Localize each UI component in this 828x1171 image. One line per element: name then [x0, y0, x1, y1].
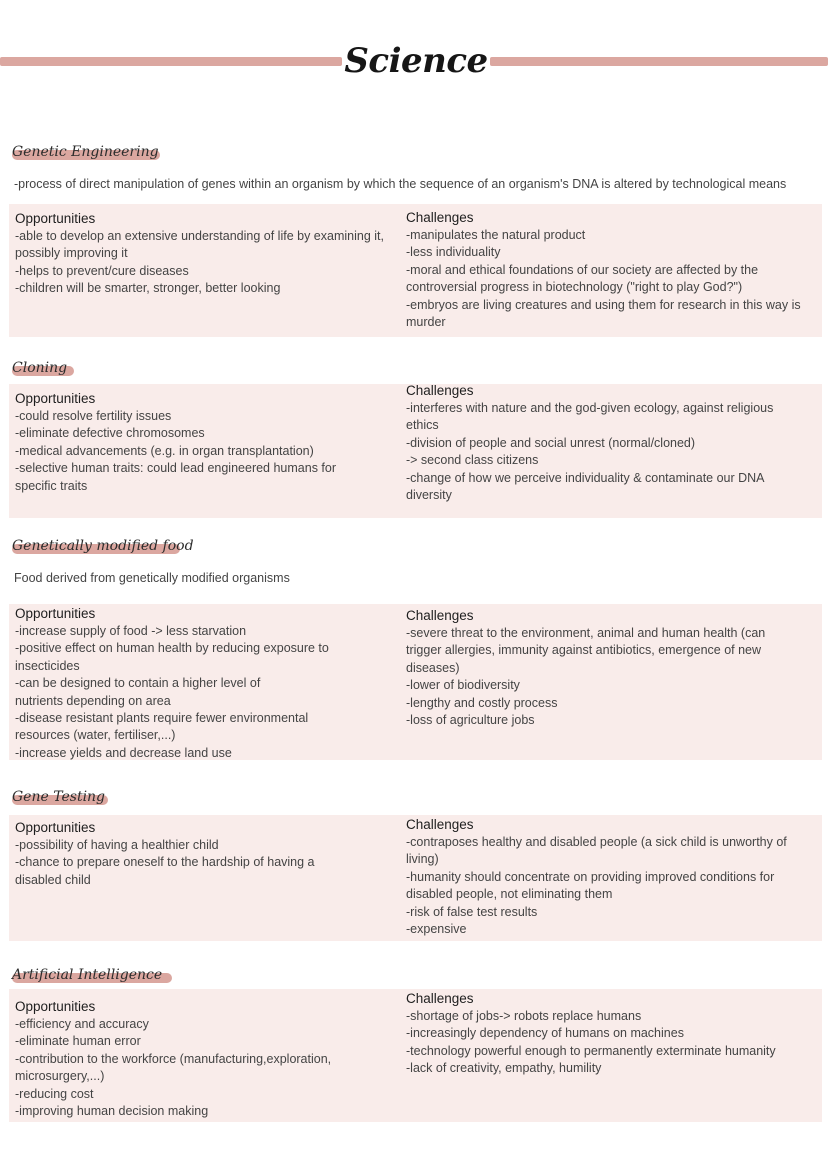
- section-title-text: Genetic Engineering: [12, 144, 159, 160]
- challenges-column: [406, 381, 811, 504]
- list-item: -technology powerful enough to permanently exterminate humanity: [406, 1043, 776, 1058]
- list-item: -can be designed to contain a higher level of: [15, 676, 261, 691]
- opportunities-column: [15, 997, 399, 1120]
- list-item: -embryos are living creatures and using them for research in this way is: [406, 297, 801, 312]
- section-box-artificial-intelligence: [9, 989, 822, 1122]
- section-title-gm-food: [8, 536, 194, 558]
- list-item: -increase supply of food -> less starvation: [15, 624, 247, 638]
- list-item: -lack of creativity, empathy, humility: [406, 1061, 602, 1076]
- list-item: -humanity should concentrate on providing improved conditions for: [406, 869, 775, 884]
- list-item: -shortage of jobs-> robots replace humans: [406, 1009, 642, 1023]
- section-title-text: Cloning: [12, 360, 68, 376]
- list-item: disabled child: [15, 872, 91, 887]
- list-item: controversial progress in biotechnology ("right to play God?"): [406, 280, 743, 295]
- section-title-gene-testing: [8, 787, 105, 809]
- list-item: -change of how we perceive individuality & contaminate our DNA: [406, 470, 765, 485]
- list-item: insecticides: [15, 658, 80, 673]
- opportunities-column: [15, 389, 399, 495]
- list-item: -chance to prepare oneself to the hardship of having a: [15, 855, 315, 870]
- section-title-text: Genetically modified food: [12, 538, 194, 554]
- list-item: -able to develop an extensive understanding of life by examining it,: [15, 229, 384, 243]
- list-item: -selective human traits: could lead engineered humans for: [15, 461, 337, 476]
- section-description: Food derived from genetically modified organisms: [14, 571, 290, 585]
- list-item: -reducing cost: [15, 1086, 94, 1101]
- section-title-text: Gene Testing: [12, 789, 106, 805]
- section-box-genetic-engineering: [9, 204, 822, 337]
- list-item: resources (water, fertiliser,...): [15, 728, 176, 743]
- challenges-heading: Challenges: [406, 817, 474, 832]
- list-item: disabled people, not eliminating them: [406, 887, 613, 902]
- section-box-gene-testing: [9, 815, 822, 941]
- list-item: murder: [406, 315, 446, 330]
- opportunities-heading: Opportunities: [15, 391, 96, 406]
- list-item: trigger allergies, immunity against antibiotics, emergence of new: [406, 643, 762, 658]
- list-item: -medical advancements (e.g. in organ transplantation): [15, 443, 314, 458]
- list-item: -loss of agriculture jobs: [406, 713, 535, 728]
- list-item: -improving human decision making: [15, 1104, 209, 1119]
- header-rule-right: [490, 57, 828, 66]
- section-description: -process of direct manipulation of genes within an organism by which the sequence of an organism's DNA is altered by technological means: [14, 177, 787, 191]
- list-item: -moral and ethical foundations of our society are affected by the: [406, 262, 759, 277]
- list-item: -lower of biodiversity: [406, 678, 520, 693]
- list-item: -disease resistant plants require fewer environmental: [15, 711, 309, 726]
- list-item: living): [406, 852, 439, 867]
- challenges-column: [406, 989, 811, 1078]
- opportunities-column: [15, 818, 399, 889]
- list-item: possibly improving it: [15, 246, 128, 261]
- list-item: -severe threat to the environment, animal and human health (can: [406, 626, 766, 640]
- section-box-cloning: [9, 384, 822, 518]
- opportunities-heading: Opportunities: [15, 606, 96, 621]
- list-item: -helps to prevent/cure diseases: [15, 263, 189, 278]
- challenges-column: [406, 815, 811, 938]
- list-item: diversity: [406, 488, 452, 503]
- challenges-column: [406, 208, 811, 331]
- challenges-heading: Challenges: [406, 383, 474, 398]
- opportunities-column: [15, 604, 399, 762]
- list-item: -manipulates the natural product: [406, 228, 586, 242]
- list-item: -expensive: [406, 922, 467, 937]
- list-item: -could resolve fertility issues: [15, 409, 172, 423]
- challenges-heading: Challenges: [406, 608, 474, 623]
- list-item: -positive effect on human health by reducing exposure to: [15, 641, 329, 656]
- list-item: -interferes with nature and the god-given ecology, against religious: [406, 401, 774, 415]
- list-item: -efficiency and accuracy: [15, 1017, 149, 1031]
- page-header: [0, 38, 828, 88]
- section-title-cloning: [8, 358, 67, 380]
- header-rule-left: [0, 57, 342, 66]
- page-title: Science: [344, 41, 488, 81]
- opportunities-heading: Opportunities: [15, 820, 96, 835]
- section-title-artificial-intelligence: [8, 965, 162, 987]
- list-item: nutrients depending on area: [15, 693, 171, 708]
- section-box-gm-food: [9, 604, 822, 760]
- challenges-heading: Challenges: [406, 991, 474, 1006]
- list-item: -lengthy and costly process: [406, 695, 558, 710]
- list-item: microsurgery,...): [15, 1069, 105, 1084]
- section-title-text: Artificial Intelligence: [12, 967, 163, 983]
- section-title-genetic-engineering: [8, 142, 159, 164]
- list-item: -> second class citizens: [406, 453, 539, 468]
- list-item: -increasingly dependency of humans on machines: [406, 1026, 684, 1041]
- list-item: -eliminate defective chromosomes: [15, 426, 205, 441]
- opportunities-column: [15, 209, 399, 298]
- challenges-heading: Challenges: [406, 210, 474, 225]
- list-item: -children will be smarter, stronger, better looking: [15, 281, 281, 296]
- list-item: -increase yields and decrease land use: [15, 745, 232, 760]
- list-item: -contraposes healthy and disabled people (a sick child is unworthy of: [406, 835, 787, 849]
- list-item: -eliminate human error: [15, 1034, 141, 1049]
- list-item: diseases): [406, 660, 460, 675]
- list-item: -less individuality: [406, 245, 501, 260]
- list-item: -risk of false test results: [406, 904, 538, 919]
- opportunities-heading: Opportunities: [15, 211, 96, 226]
- list-item: -contribution to the workforce (manufacturing,exploration,: [15, 1051, 332, 1066]
- opportunities-heading: Opportunities: [15, 999, 96, 1014]
- challenges-column: [406, 606, 811, 729]
- list-item: specific traits: [15, 478, 88, 493]
- list-item: -division of people and social unrest (normal/cloned): [406, 435, 696, 450]
- list-item: -possibility of having a healthier child: [15, 838, 219, 852]
- list-item: ethics: [406, 418, 439, 433]
